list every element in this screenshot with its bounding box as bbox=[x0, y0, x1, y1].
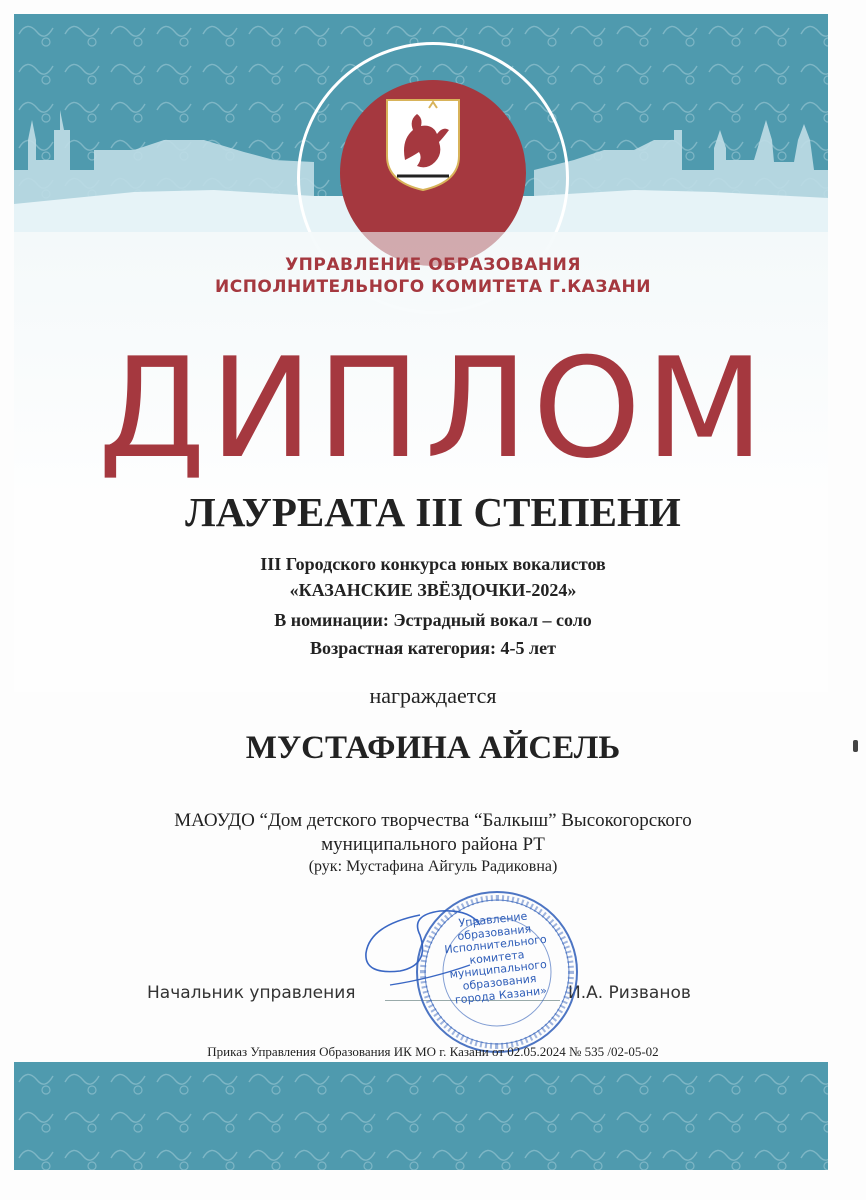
signatory-position: Начальник управления bbox=[147, 983, 356, 1003]
kazan-coat-of-arms-icon bbox=[383, 96, 463, 194]
nomination: В номинации: Эстрадный вокал – соло bbox=[274, 610, 592, 630]
recipient-name: МУСТАФИНА АЙСЕЛЬ bbox=[245, 730, 621, 766]
contest-name: «КАЗАНСКИЕ ЗВЁЗДОЧКИ-2024» bbox=[289, 580, 577, 600]
footer-ornament-pattern bbox=[14, 1062, 828, 1170]
institution-line-2: муниципального района РТ bbox=[321, 834, 545, 855]
organization-line-2: ИСПОЛНИТЕЛЬНОГО КОМИТЕТА Г.КАЗАНИ bbox=[214, 277, 652, 297]
footer-banner bbox=[14, 1062, 828, 1170]
diploma-degree: ЛАУРЕАТА III СТЕПЕНИ bbox=[185, 489, 681, 535]
contest-line: III Городского конкурса юных вокалистов bbox=[260, 554, 606, 574]
signatory-name: И.А. Ризванов bbox=[568, 983, 691, 1003]
order-reference: Приказ Управления Образования ИК МО г. Казани от 02.05.2024 № 535 /02-05-02 bbox=[207, 1044, 659, 1059]
scan-speck bbox=[853, 740, 858, 752]
awarded-text: награждается bbox=[369, 683, 497, 708]
diploma-title: ДИПЛОМ bbox=[97, 328, 769, 489]
organization-line-1: УПРАВЛЕНИЕ ОБРАЗОВАНИЯ bbox=[285, 255, 581, 275]
institution-line-1: МАОУДО “Дом детского творчества “Балкыш” Высокогорского bbox=[174, 810, 692, 831]
age-category: Возрастная категория: 4-5 лет bbox=[310, 638, 556, 658]
leader-name: (рук: Мустафина Айгуль Радиковна) bbox=[308, 858, 558, 875]
stamp-text: Управление образования Исполнительного комитета муниципального образования города Казани» bbox=[443, 909, 548, 1007]
